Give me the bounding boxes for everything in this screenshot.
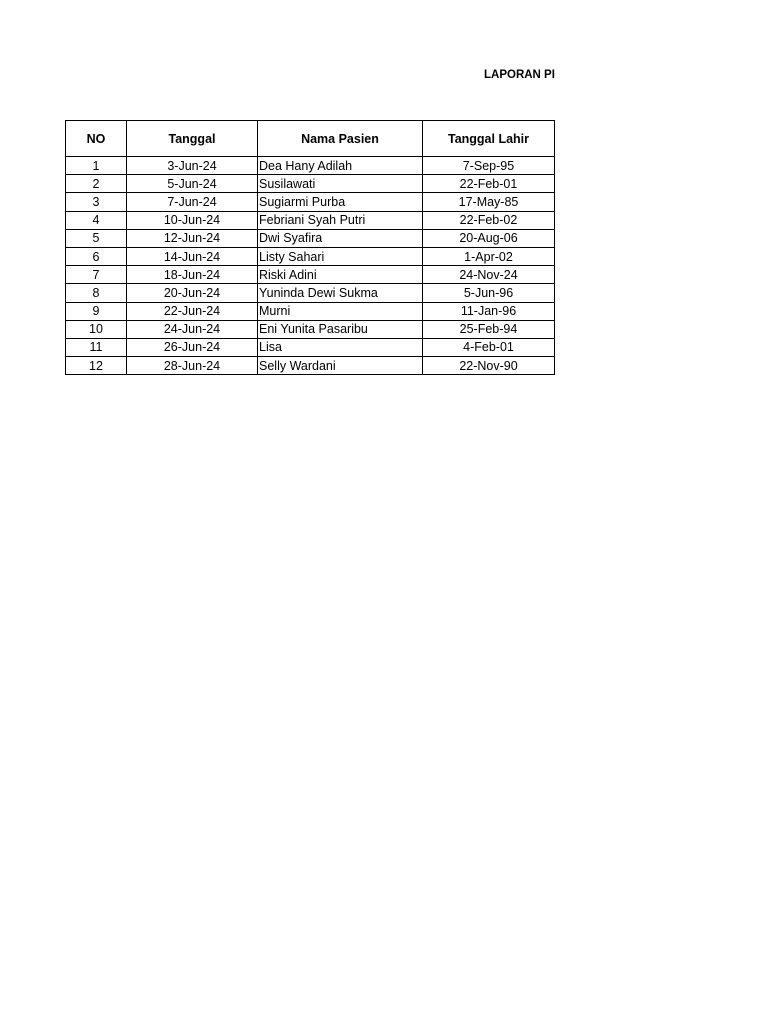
cell-nama-pasien: Lisa <box>258 338 423 356</box>
cell-tanggal-lahir: 5-Jun-96 <box>423 284 555 302</box>
header-tanggal-lahir: Tanggal Lahir <box>423 121 555 157</box>
header-nama-pasien: Nama Pasien <box>258 121 423 157</box>
table-row <box>66 266 555 284</box>
table-row <box>66 157 555 175</box>
cell-nama-pasien: Yuninda Dewi Sukma <box>258 284 423 302</box>
cell-no: 4 <box>66 211 127 229</box>
cell-no: 12 <box>66 357 127 375</box>
table-row <box>66 320 555 338</box>
table-row <box>66 284 555 302</box>
cell-no: 3 <box>66 193 127 211</box>
cell-tanggal-lahir: 1-Apr-02 <box>423 247 555 265</box>
header-row <box>66 121 555 157</box>
table-row <box>66 247 555 265</box>
cell-tanggal: 3-Jun-24 <box>127 157 258 175</box>
cell-nama-pasien: Susilawati <box>258 175 423 193</box>
cell-no: 8 <box>66 284 127 302</box>
cell-tanggal: 10-Jun-24 <box>127 211 258 229</box>
cell-tanggal-lahir: 24-Nov-24 <box>423 266 555 284</box>
cell-tanggal: 28-Jun-24 <box>127 357 258 375</box>
cell-no: 9 <box>66 302 127 320</box>
cell-tanggal-lahir: 22-Feb-02 <box>423 211 555 229</box>
cell-no: 10 <box>66 320 127 338</box>
cell-no: 1 <box>66 157 127 175</box>
table-row <box>66 175 555 193</box>
cell-tanggal-lahir: 17-May-85 <box>423 193 555 211</box>
cell-nama-pasien: Eni Yunita Pasaribu <box>258 320 423 338</box>
cell-no: 5 <box>66 229 127 247</box>
patient-table <box>65 120 555 375</box>
cell-tanggal-lahir: 4-Feb-01 <box>423 338 555 356</box>
table-row <box>66 211 555 229</box>
cell-tanggal: 14-Jun-24 <box>127 247 258 265</box>
cell-no: 2 <box>66 175 127 193</box>
table-row <box>66 229 555 247</box>
cell-nama-pasien: Selly Wardani <box>258 357 423 375</box>
table-row <box>66 338 555 356</box>
cell-tanggal: 7-Jun-24 <box>127 193 258 211</box>
cell-nama-pasien: Riski Adini <box>258 266 423 284</box>
cell-tanggal-lahir: 11-Jan-96 <box>423 302 555 320</box>
patient-table-header <box>66 121 555 157</box>
cell-tanggal-lahir: 22-Nov-90 <box>423 357 555 375</box>
cell-tanggal-lahir: 22-Feb-01 <box>423 175 555 193</box>
cell-tanggal: 5-Jun-24 <box>127 175 258 193</box>
cell-tanggal-lahir: 7-Sep-95 <box>423 157 555 175</box>
table-row <box>66 193 555 211</box>
cell-tanggal: 12-Jun-24 <box>127 229 258 247</box>
cell-no: 7 <box>66 266 127 284</box>
table-row <box>66 357 555 375</box>
cell-tanggal: 20-Jun-24 <box>127 284 258 302</box>
header-no: NO <box>66 121 127 157</box>
cell-nama-pasien: Sugiarmi Purba <box>258 193 423 211</box>
cell-nama-pasien: Listy Sahari <box>258 247 423 265</box>
cell-tanggal-lahir: 25-Feb-94 <box>423 320 555 338</box>
cell-nama-pasien: Dea Hany Adilah <box>258 157 423 175</box>
header-tanggal: Tanggal <box>127 121 258 157</box>
cell-tanggal: 24-Jun-24 <box>127 320 258 338</box>
cell-nama-pasien: Murni <box>258 302 423 320</box>
cell-tanggal: 18-Jun-24 <box>127 266 258 284</box>
cell-no: 6 <box>66 247 127 265</box>
table-row <box>66 302 555 320</box>
cell-no: 11 <box>66 338 127 356</box>
patient-table-body <box>66 157 555 375</box>
cell-nama-pasien: Febriani Syah Putri <box>258 211 423 229</box>
cell-tanggal: 26-Jun-24 <box>127 338 258 356</box>
cell-tanggal: 22-Jun-24 <box>127 302 258 320</box>
cell-nama-pasien: Dwi Syafira <box>258 229 423 247</box>
report-title: LAPORAN PI <box>484 69 555 81</box>
cell-tanggal-lahir: 20-Aug-06 <box>423 229 555 247</box>
